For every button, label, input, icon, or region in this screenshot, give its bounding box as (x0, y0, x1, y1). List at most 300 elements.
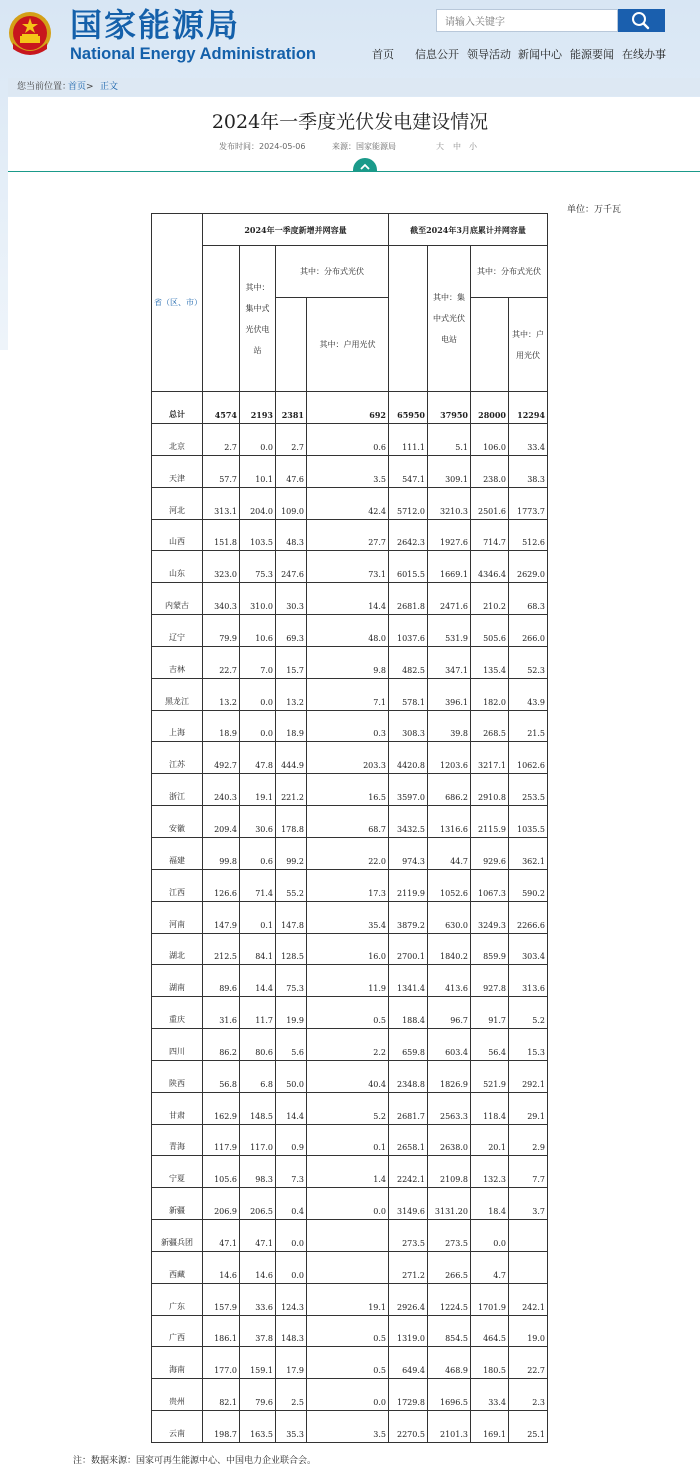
value-cell: 203.3 (307, 742, 389, 774)
total-cell: 12294 (509, 392, 548, 424)
table-row (152, 424, 548, 456)
value-cell: 323.0 (203, 551, 240, 583)
value-cell: 512.6 (509, 519, 548, 551)
total-cell: 37950 (428, 392, 471, 424)
value-cell: 16.0 (307, 933, 389, 965)
province-cell: 青海 (152, 1124, 203, 1156)
value-cell: 1773.7 (509, 487, 548, 519)
search-icon (618, 9, 665, 32)
value-cell: 79.9 (203, 615, 240, 647)
value-cell: 2910.8 (471, 774, 509, 806)
value-cell: 3217.1 (471, 742, 509, 774)
value-cell: 505.6 (471, 615, 509, 647)
value-cell: 31.6 (203, 997, 240, 1029)
value-cell: 2.2 (307, 1029, 389, 1061)
value-cell: 0.0 (240, 710, 276, 742)
value-cell: 18.4 (471, 1188, 509, 1220)
value-cell: 3597.0 (389, 774, 428, 806)
value-cell: 1203.6 (428, 742, 471, 774)
value-cell: 1696.5 (428, 1379, 471, 1411)
value-cell: 19.9 (276, 997, 307, 1029)
value-cell: 253.5 (509, 774, 548, 806)
value-cell: 188.4 (389, 997, 428, 1029)
value-cell: 2642.3 (389, 519, 428, 551)
article-source: 来源：国家能源局 (332, 142, 396, 151)
value-cell: 266.0 (509, 615, 548, 647)
table-row (152, 615, 548, 647)
province-cell: 新疆兵团 (152, 1220, 203, 1252)
value-cell: 603.4 (428, 1029, 471, 1061)
value-cell: 132.3 (471, 1156, 509, 1188)
value-cell: 52.3 (509, 646, 548, 678)
value-cell: 0.0 (276, 1251, 307, 1283)
value-cell: 1067.3 (471, 869, 509, 901)
value-cell: 99.8 (203, 837, 240, 869)
province-cell: 山东 (152, 551, 203, 583)
value-cell: 22.7 (203, 646, 240, 678)
value-cell: 105.6 (203, 1156, 240, 1188)
value-cell: 11.7 (240, 997, 276, 1029)
table-row (152, 965, 548, 997)
province-cell: 广西 (152, 1315, 203, 1347)
table-row (152, 551, 548, 583)
value-cell: 178.8 (276, 806, 307, 838)
table-row (152, 710, 548, 742)
value-cell: 0.5 (307, 1315, 389, 1347)
value-cell: 240.3 (203, 774, 240, 806)
value-cell: 0.0 (307, 1188, 389, 1220)
national-emblem-icon[interactable] (7, 9, 53, 59)
value-cell: 117.0 (240, 1124, 276, 1156)
value-cell: 147.9 (203, 901, 240, 933)
value-cell: 42.4 (307, 487, 389, 519)
value-cell: 35.3 (276, 1411, 307, 1443)
site-header (0, 0, 700, 76)
province-cell: 甘肃 (152, 1092, 203, 1124)
value-cell: 5712.0 (389, 487, 428, 519)
value-cell: 14.4 (240, 965, 276, 997)
value-cell: 117.9 (203, 1124, 240, 1156)
table-row (152, 1283, 548, 1315)
value-cell: 2471.6 (428, 583, 471, 615)
value-cell: 186.1 (203, 1315, 240, 1347)
pv-capacity-table (151, 213, 548, 1443)
value-cell: 75.3 (276, 965, 307, 997)
table-row (152, 1251, 548, 1283)
value-cell: 14.6 (240, 1251, 276, 1283)
value-cell: 2.5 (276, 1379, 307, 1411)
table-row (152, 1092, 548, 1124)
value-cell: 84.1 (240, 933, 276, 965)
value-cell: 9.8 (307, 646, 389, 678)
value-cell: 2109.8 (428, 1156, 471, 1188)
value-cell: 19.1 (307, 1283, 389, 1315)
value-cell: 1669.1 (428, 551, 471, 583)
province-cell: 内蒙古 (152, 583, 203, 615)
value-cell: 273.5 (428, 1220, 471, 1252)
font-size-small[interactable]: 小 (469, 142, 477, 151)
province-cell: 天津 (152, 455, 203, 487)
breadcrumb-current[interactable]: 正文 (100, 82, 119, 92)
value-cell: 714.7 (471, 519, 509, 551)
province-cell: 重庆 (152, 997, 203, 1029)
value-cell: 5.2 (307, 1092, 389, 1124)
site-logo-en[interactable]: National Energy Administration (70, 45, 317, 63)
value-cell: 4.7 (471, 1251, 509, 1283)
value-cell: 56.8 (203, 1060, 240, 1092)
value-cell: 273.5 (389, 1220, 428, 1252)
value-cell: 206.5 (240, 1188, 276, 1220)
value-cell (509, 1251, 548, 1283)
group2-header: 截至2024年3月底累计并网容量 (389, 214, 548, 246)
value-cell: 5.6 (276, 1029, 307, 1061)
value-cell: 547.1 (389, 455, 428, 487)
value-cell: 0.0 (307, 1379, 389, 1411)
nav-home[interactable]: 首页 (372, 48, 394, 61)
value-cell: 482.5 (389, 646, 428, 678)
g2-centralized-header: 其中：集中式光伏电站 (428, 246, 471, 392)
table-row (152, 1156, 548, 1188)
value-cell: 177.0 (203, 1347, 240, 1379)
breadcrumb-separator: > (86, 82, 94, 92)
table-row (152, 774, 548, 806)
value-cell: 2266.6 (509, 901, 548, 933)
value-cell: 1319.0 (389, 1315, 428, 1347)
value-cell: 2270.5 (389, 1411, 428, 1443)
value-cell: 0.0 (276, 1220, 307, 1252)
nav-online-service[interactable]: 在线办事 (622, 48, 666, 61)
value-cell: 1224.5 (428, 1283, 471, 1315)
value-cell: 0.6 (240, 837, 276, 869)
value-cell: 303.4 (509, 933, 548, 965)
table-row (152, 1060, 548, 1092)
value-cell: 159.1 (240, 1347, 276, 1379)
value-cell: 2681.8 (389, 583, 428, 615)
table-row (152, 837, 548, 869)
g2-distributed-header: 其中：分布式光伏 (471, 246, 548, 298)
value-cell: 1.4 (307, 1156, 389, 1188)
search-input[interactable] (443, 12, 617, 34)
value-cell: 2.9 (509, 1124, 548, 1156)
value-cell: 310.0 (240, 583, 276, 615)
value-cell: 2115.9 (471, 806, 509, 838)
value-cell: 221.2 (276, 774, 307, 806)
value-cell: 2629.0 (509, 551, 548, 583)
value-cell: 68.3 (509, 583, 548, 615)
province-cell: 贵州 (152, 1379, 203, 1411)
value-cell: 0.0 (240, 424, 276, 456)
value-cell: 75.3 (240, 551, 276, 583)
value-cell: 162.9 (203, 1092, 240, 1124)
value-cell: 247.6 (276, 551, 307, 583)
total-label: 总计 (152, 392, 203, 424)
value-cell (307, 1220, 389, 1252)
value-cell: 47.6 (276, 455, 307, 487)
value-cell: 2681.7 (389, 1092, 428, 1124)
value-cell: 2638.0 (428, 1124, 471, 1156)
value-cell: 15.7 (276, 646, 307, 678)
value-cell: 5.2 (509, 997, 548, 1029)
value-cell: 313.1 (203, 487, 240, 519)
table-total-row (152, 392, 548, 424)
collapse-toggle[interactable] (353, 158, 377, 172)
total-cell: 692 (307, 392, 389, 424)
font-size-large[interactable]: 大 (436, 142, 444, 151)
site-logo-cn[interactable]: 国家能源局 (70, 6, 241, 44)
value-cell: 210.2 (471, 583, 509, 615)
value-cell: 2348.8 (389, 1060, 428, 1092)
value-cell: 2926.4 (389, 1283, 428, 1315)
value-cell: 242.1 (509, 1283, 548, 1315)
value-cell: 20.1 (471, 1124, 509, 1156)
value-cell: 33.6 (240, 1283, 276, 1315)
value-cell: 4420.8 (389, 742, 428, 774)
province-cell: 新疆 (152, 1188, 203, 1220)
value-cell: 6015.5 (389, 551, 428, 583)
value-cell: 163.5 (240, 1411, 276, 1443)
group1-header: 2024年一季度新增并网容量 (203, 214, 389, 246)
value-cell: 50.0 (276, 1060, 307, 1092)
province-cell: 福建 (152, 837, 203, 869)
value-cell: 25.1 (509, 1411, 548, 1443)
value-cell: 1035.5 (509, 806, 548, 838)
value-cell: 340.3 (203, 583, 240, 615)
value-cell: 2658.1 (389, 1124, 428, 1156)
value-cell: 13.2 (203, 678, 240, 710)
value-cell: 0.3 (307, 710, 389, 742)
value-cell: 47.1 (240, 1220, 276, 1252)
value-cell: 309.1 (428, 455, 471, 487)
value-cell: 39.8 (428, 710, 471, 742)
value-cell: 48.0 (307, 615, 389, 647)
province-cell: 海南 (152, 1347, 203, 1379)
value-cell: 69.3 (276, 615, 307, 647)
province-cell: 河南 (152, 901, 203, 933)
value-cell: 89.6 (203, 965, 240, 997)
province-cell: 河北 (152, 487, 203, 519)
value-cell: 2.7 (276, 424, 307, 456)
value-cell: 14.6 (203, 1251, 240, 1283)
value-cell: 151.8 (203, 519, 240, 551)
value-cell: 2563.3 (428, 1092, 471, 1124)
value-cell: 68.7 (307, 806, 389, 838)
value-cell: 79.6 (240, 1379, 276, 1411)
value-cell: 21.5 (509, 710, 548, 742)
value-cell (307, 1251, 389, 1283)
table-row (152, 1220, 548, 1252)
value-cell: 33.4 (509, 424, 548, 456)
value-cell: 124.3 (276, 1283, 307, 1315)
value-cell: 0.0 (240, 678, 276, 710)
font-size-medium[interactable]: 中 (453, 142, 461, 151)
province-cell: 湖南 (152, 965, 203, 997)
table-row (152, 487, 548, 519)
value-cell: 396.1 (428, 678, 471, 710)
value-cell: 47.1 (203, 1220, 240, 1252)
value-cell: 14.4 (307, 583, 389, 615)
value-cell: 238.0 (471, 455, 509, 487)
breadcrumb (8, 78, 700, 96)
search-button[interactable] (618, 9, 665, 32)
publish-time: 发布时间：2024-05-06 (219, 142, 306, 151)
value-cell: 1701.9 (471, 1283, 509, 1315)
value-cell: 468.9 (428, 1347, 471, 1379)
value-cell: 27.7 (307, 519, 389, 551)
province-cell: 湖北 (152, 933, 203, 965)
value-cell: 1341.4 (389, 965, 428, 997)
province-cell: 陕西 (152, 1060, 203, 1092)
province-cell: 黑龙江 (152, 678, 203, 710)
total-cell: 28000 (471, 392, 509, 424)
value-cell: 686.2 (428, 774, 471, 806)
value-cell: 82.1 (203, 1379, 240, 1411)
table-body (152, 424, 548, 1443)
total-cell: 4574 (203, 392, 240, 424)
value-cell: 292.1 (509, 1060, 548, 1092)
value-cell: 1062.6 (509, 742, 548, 774)
value-cell: 80.6 (240, 1029, 276, 1061)
value-cell: 859.9 (471, 933, 509, 965)
value-cell: 157.9 (203, 1283, 240, 1315)
value-cell: 2700.1 (389, 933, 428, 965)
value-cell: 209.4 (203, 806, 240, 838)
value-cell: 15.3 (509, 1029, 548, 1061)
value-cell: 5.1 (428, 424, 471, 456)
value-cell: 492.7 (203, 742, 240, 774)
nav-news[interactable]: 新闻中心 (518, 48, 562, 61)
value-cell: 73.1 (307, 551, 389, 583)
province-cell: 西藏 (152, 1251, 203, 1283)
value-cell: 7.3 (276, 1156, 307, 1188)
province-cell: 上海 (152, 710, 203, 742)
value-cell: 169.1 (471, 1411, 509, 1443)
value-cell: 13.2 (276, 678, 307, 710)
value-cell: 19.1 (240, 774, 276, 806)
table-row (152, 678, 548, 710)
value-cell: 3432.5 (389, 806, 428, 838)
value-cell: 464.5 (471, 1315, 509, 1347)
value-cell: 99.2 (276, 837, 307, 869)
value-cell: 3210.3 (428, 487, 471, 519)
value-cell: 659.8 (389, 1029, 428, 1061)
g1-centralized-header: 其中：集中式光伏电站 (240, 246, 276, 392)
value-cell: 118.4 (471, 1092, 509, 1124)
value-cell: 19.0 (509, 1315, 548, 1347)
value-cell: 3.5 (307, 1411, 389, 1443)
value-cell: 854.5 (428, 1315, 471, 1347)
value-cell: 1927.6 (428, 519, 471, 551)
value-cell: 0.9 (276, 1124, 307, 1156)
table-row (152, 455, 548, 487)
value-cell: 3879.2 (389, 901, 428, 933)
province-header: 省（区、市） (152, 214, 203, 392)
value-cell: 22.7 (509, 1347, 548, 1379)
value-cell: 111.1 (389, 424, 428, 456)
value-cell: 86.2 (203, 1029, 240, 1061)
value-cell: 109.0 (276, 487, 307, 519)
value-cell: 2.7 (203, 424, 240, 456)
province-cell: 吉林 (152, 646, 203, 678)
value-cell: 17.9 (276, 1347, 307, 1379)
value-cell: 1826.9 (428, 1060, 471, 1092)
value-cell: 444.9 (276, 742, 307, 774)
value-cell: 4346.4 (471, 551, 509, 583)
value-cell: 578.1 (389, 678, 428, 710)
value-cell: 1316.6 (428, 806, 471, 838)
total-cell: 2381 (276, 392, 307, 424)
value-cell: 182.0 (471, 678, 509, 710)
value-cell: 147.8 (276, 901, 307, 933)
nav-leaders[interactable]: 领导活动 (467, 48, 511, 61)
value-cell: 35.4 (307, 901, 389, 933)
value-cell: 22.0 (307, 837, 389, 869)
nav-energy-news[interactable]: 能源要闻 (570, 48, 614, 61)
value-cell: 362.1 (509, 837, 548, 869)
value-cell: 2501.6 (471, 487, 509, 519)
article-title: 2024年一季度光伏发电建设情况 (211, 111, 489, 133)
value-cell: 521.9 (471, 1060, 509, 1092)
g1-distributed-header: 其中：分布式光伏 (276, 246, 389, 298)
data-source-note: 注：数据来源：国家可再生能源中心、中国电力企业联合会。 (73, 1456, 317, 1466)
table-row (152, 806, 548, 838)
value-cell: 10.6 (240, 615, 276, 647)
value-cell: 57.7 (203, 455, 240, 487)
value-cell: 212.5 (203, 933, 240, 965)
total-cell: 2193 (240, 392, 276, 424)
value-cell: 18.9 (203, 710, 240, 742)
value-cell: 7.0 (240, 646, 276, 678)
value-cell: 0.5 (307, 1347, 389, 1379)
value-cell: 531.9 (428, 615, 471, 647)
value-cell: 33.4 (471, 1379, 509, 1411)
value-cell: 1037.6 (389, 615, 428, 647)
g1-household-header: 其中：户用光伏 (307, 298, 389, 392)
value-cell: 96.7 (428, 997, 471, 1029)
value-cell: 0.4 (276, 1188, 307, 1220)
value-cell: 30.3 (276, 583, 307, 615)
table-row (152, 742, 548, 774)
chevron-up-icon (353, 159, 377, 173)
unit-label: 单位：万千瓦 (567, 205, 622, 215)
value-cell: 148.5 (240, 1092, 276, 1124)
value-cell: 7.1 (307, 678, 389, 710)
nav-info-public[interactable]: 信息公开 (415, 48, 459, 61)
value-cell: 14.4 (276, 1092, 307, 1124)
value-cell: 204.0 (240, 487, 276, 519)
value-cell: 1729.8 (389, 1379, 428, 1411)
value-cell: 180.5 (471, 1347, 509, 1379)
value-cell: 30.6 (240, 806, 276, 838)
table-row (152, 933, 548, 965)
value-cell: 148.3 (276, 1315, 307, 1347)
value-cell: 3149.6 (389, 1188, 428, 1220)
table-row (152, 1188, 548, 1220)
table-row (152, 646, 548, 678)
province-cell: 江西 (152, 869, 203, 901)
value-cell: 0.0 (471, 1220, 509, 1252)
value-cell: 44.7 (428, 837, 471, 869)
breadcrumb-home[interactable]: 首页 (68, 82, 87, 92)
value-cell (509, 1220, 548, 1252)
table-row (152, 1029, 548, 1061)
province-cell: 宁夏 (152, 1156, 203, 1188)
value-cell: 47.8 (240, 742, 276, 774)
value-cell: 71.4 (240, 869, 276, 901)
value-cell: 2101.3 (428, 1411, 471, 1443)
value-cell: 649.4 (389, 1347, 428, 1379)
value-cell: 2.3 (509, 1379, 548, 1411)
province-cell: 浙江 (152, 774, 203, 806)
